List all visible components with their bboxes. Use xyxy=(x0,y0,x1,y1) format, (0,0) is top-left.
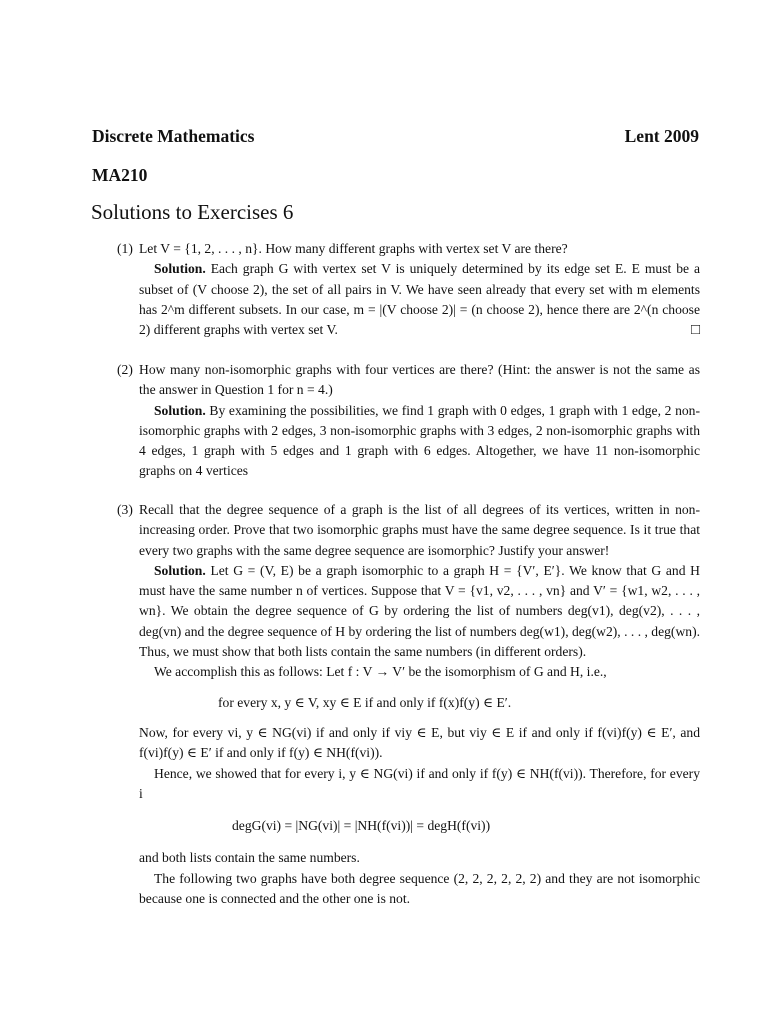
exercise-question: Recall that the degree sequence of a graph is the list of all degrees of its vertices, written in non-increasing order. Prove that two isomorphic graphs must have the same degree sequence. Is it true that every two graphs with the same degree sequence are isomorphic? Justify your answer! xyxy=(139,502,700,558)
display-equation: degG(vi) = |NG(vi)| = |NH(f(vi))| = degH(f(vi)) xyxy=(232,818,491,834)
exercise-solution xyxy=(117,401,700,482)
term-label: Lent 2009 xyxy=(624,126,699,146)
exercise-solution xyxy=(117,259,700,340)
exercise-3 xyxy=(117,500,700,909)
solution-text: Let G = (V, E) be a graph isomorphic to a graph H = {V′, E′}. We know that G and H must have the same number n of vertices. Suppose that V = {v1, v2, . . . , vn} and V′ = {w1, w2, . . . , wn}. We obtain the degree sequence of G by ordering the list of numbers deg(v1), deg(v2), . . . , deg(vn) and the degree sequence of H by ordering the list of numbers deg(w1), deg(w2), . . . , deg(wn). Thus, we must show that both lists contain the same numbers (in different orders). xyxy=(139,562,700,660)
exercise-number: (1) xyxy=(117,241,133,256)
exercise-question: Let V = {1, 2, . . . , n}. How many different graphs with vertex set V are there? xyxy=(139,241,568,256)
exercise-number: (3) xyxy=(117,502,133,517)
proof-paragraph: We accomplish this as follows: Let f : V → V′ be the isomorphism of G and H, i.e., xyxy=(154,664,607,680)
exercise-number: (2) xyxy=(117,362,133,377)
proof-paragraph: The following two graphs have both degree sequence (2, 2, 2, 2, 2, 2) and they are not isomorphic because one is connected and the other one is not. xyxy=(139,870,700,907)
solution-label: Solution. xyxy=(154,402,206,418)
course-title: Discrete Mathematics xyxy=(92,126,255,146)
proof-paragraph: Now, for every vi, y ∈ NG(vi) if and only if viy ∈ E, but viy ∈ E if and only if f(vi)f(y) ∈ E′, and f(vi)f(y) ∈ E′ if and only if f(y) ∈ NH(f(vi)). xyxy=(139,724,700,761)
solution-text: Each graph G with vertex set V is uniquely determined by its edge set E. E must be a subset of (V choose 2), the set of all pairs in V. We have seen already that every set with m elements has 2^m different subsets. In our case, m = |(V choose 2)| = (n choose 2), hence there are 2^(n choose 2) different graphs with vertex set V. xyxy=(139,261,700,338)
proof-paragraph: and both lists contain the same numbers. xyxy=(139,850,360,866)
proof-paragraph: Hence, we showed that for every i, y ∈ NG(vi) if and only if f(y) ∈ NH(f(vi)). Therefore, for every i xyxy=(139,765,700,801)
solution-label: Solution. xyxy=(154,562,206,578)
qed-mark: □ xyxy=(690,322,700,339)
solution-label: Solution. xyxy=(154,261,206,277)
exercise-2 xyxy=(117,360,700,482)
exercise-1 xyxy=(117,239,700,340)
document-title: Solutions to Exercises 6 xyxy=(91,200,294,224)
course-code: MA210 xyxy=(92,165,148,185)
exercise-question: How many non-isomorphic graphs with four vertices are there? (Hint: the answer is not the same as the answer in Question 1 for n = 4.) xyxy=(139,362,700,398)
solution-text: By examining the possibilities, we find 1 graph with 0 edges, 1 graph with 1 edge, 2 non-isomorphic graphs with 2 edges, 3 non-isomorphic graphs with 3 edges, 2 non-isomorphic graphs with 4 edges, 1 graph with 5 edges and 1 graph with 6 edges. Altogether, we have 11 non-isomorphic graphs on 4 vertices xyxy=(139,402,700,479)
exercise-solution xyxy=(117,561,700,662)
display-equation: for every x, y ∈ V, xy ∈ E if and only if f(x)f(y) ∈ E′. xyxy=(218,694,512,710)
